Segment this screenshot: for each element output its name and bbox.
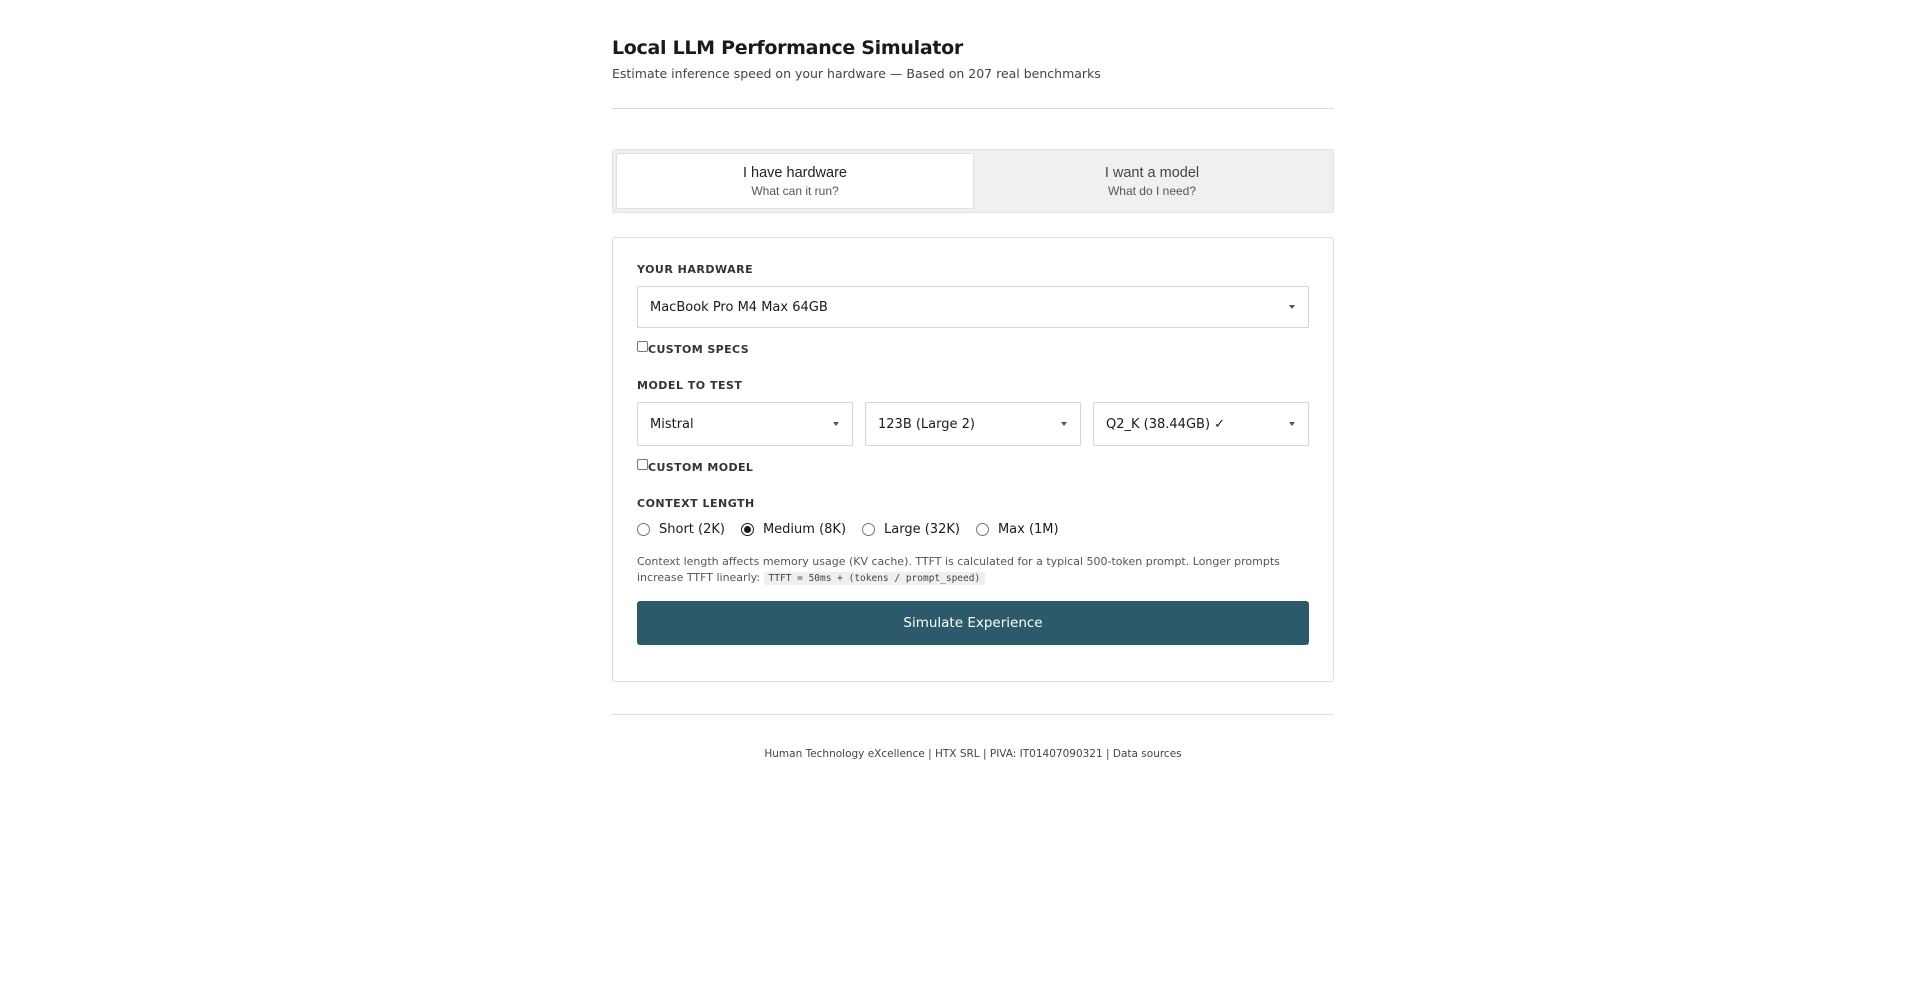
- quantization-value: Q2_K (38.44GB) ✓: [1106, 416, 1226, 432]
- radio-button[interactable]: [637, 523, 650, 536]
- chevron-down-icon: [1289, 305, 1295, 309]
- tab-label: I want a model: [1104, 164, 1200, 181]
- ttft-formula: TTFT = 50ms + (tokens / prompt_speed): [764, 572, 986, 585]
- tab-i-have-hardware[interactable]: [616, 153, 974, 209]
- radio-short-2k[interactable]: [637, 522, 725, 537]
- footer: [612, 748, 1334, 760]
- tab-sublabel: What do I need?: [1107, 183, 1197, 198]
- context-note: Context length affects memory usage (KV cache). TTFT is calculated for a typical 500-token prompt. Longer prompts increase TTFT linearly:: [637, 555, 1280, 584]
- custom-model-row: [637, 458, 1309, 474]
- page-title: Local LLM Performance Simulator: [612, 37, 963, 59]
- tab-sublabel: What can it run?: [751, 183, 839, 198]
- hardware-section-label: YOUR HARDWARE: [637, 263, 754, 276]
- model-section-label: MODEL TO TEST: [637, 379, 743, 392]
- tab-i-want-a-model[interactable]: [974, 153, 1330, 209]
- model-family-value: Mistral: [650, 416, 694, 432]
- footer-text: Human Technology eXcellence | HTX SRL | PIVA: IT01407090321 |: [764, 748, 1113, 760]
- simulator-form: [612, 237, 1334, 682]
- radio-button[interactable]: [741, 523, 754, 536]
- tab-label: I have hardware: [743, 164, 847, 181]
- model-selects: [637, 402, 1309, 446]
- model-size-select[interactable]: [865, 402, 1081, 446]
- page-subtitle: Estimate inference speed on your hardware — Based on 207 real benchmarks: [612, 66, 1101, 81]
- model-family-select[interactable]: [637, 402, 853, 446]
- radio-label: Large (32K): [884, 521, 960, 537]
- custom-specs-checkbox[interactable]: [637, 341, 648, 352]
- quantization-select[interactable]: [1093, 402, 1309, 446]
- model-size-value: 123B (Large 2): [878, 416, 975, 432]
- hardware-select-value: MacBook Pro M4 Max 64GB: [650, 299, 828, 315]
- radio-label: Max (1M): [997, 521, 1059, 537]
- context-help-text: [637, 554, 1309, 587]
- radio-large-32k[interactable]: [862, 522, 960, 537]
- custom-specs-row: [637, 340, 1309, 356]
- data-sources-link[interactable]: Data sources: [1112, 748, 1182, 760]
- radio-label: Medium (8K): [762, 521, 847, 537]
- footer-divider: [612, 714, 1334, 715]
- chevron-down-icon: [1061, 422, 1067, 426]
- mode-tabs: [612, 149, 1334, 213]
- context-length-options: [637, 520, 1309, 538]
- custom-model-label[interactable]: CUSTOM MODEL: [648, 461, 754, 474]
- radio-medium-8k[interactable]: [741, 522, 846, 537]
- radio-label: Short (2K): [659, 521, 725, 537]
- chevron-down-icon: [1289, 422, 1295, 426]
- radio-button[interactable]: [862, 523, 875, 536]
- page: [612, 0, 1334, 760]
- hardware-select[interactable]: [637, 286, 1309, 328]
- custom-model-checkbox[interactable]: [637, 459, 648, 470]
- custom-specs-label[interactable]: CUSTOM SPECS: [648, 343, 750, 356]
- radio-max-1m[interactable]: [976, 522, 1059, 537]
- context-section-label: CONTEXT LENGTH: [637, 497, 755, 510]
- radio-button[interactable]: [976, 523, 989, 536]
- chevron-down-icon: [833, 422, 839, 426]
- simulate-button[interactable]: Simulate Experience: [637, 601, 1309, 645]
- header-divider: [612, 108, 1334, 109]
